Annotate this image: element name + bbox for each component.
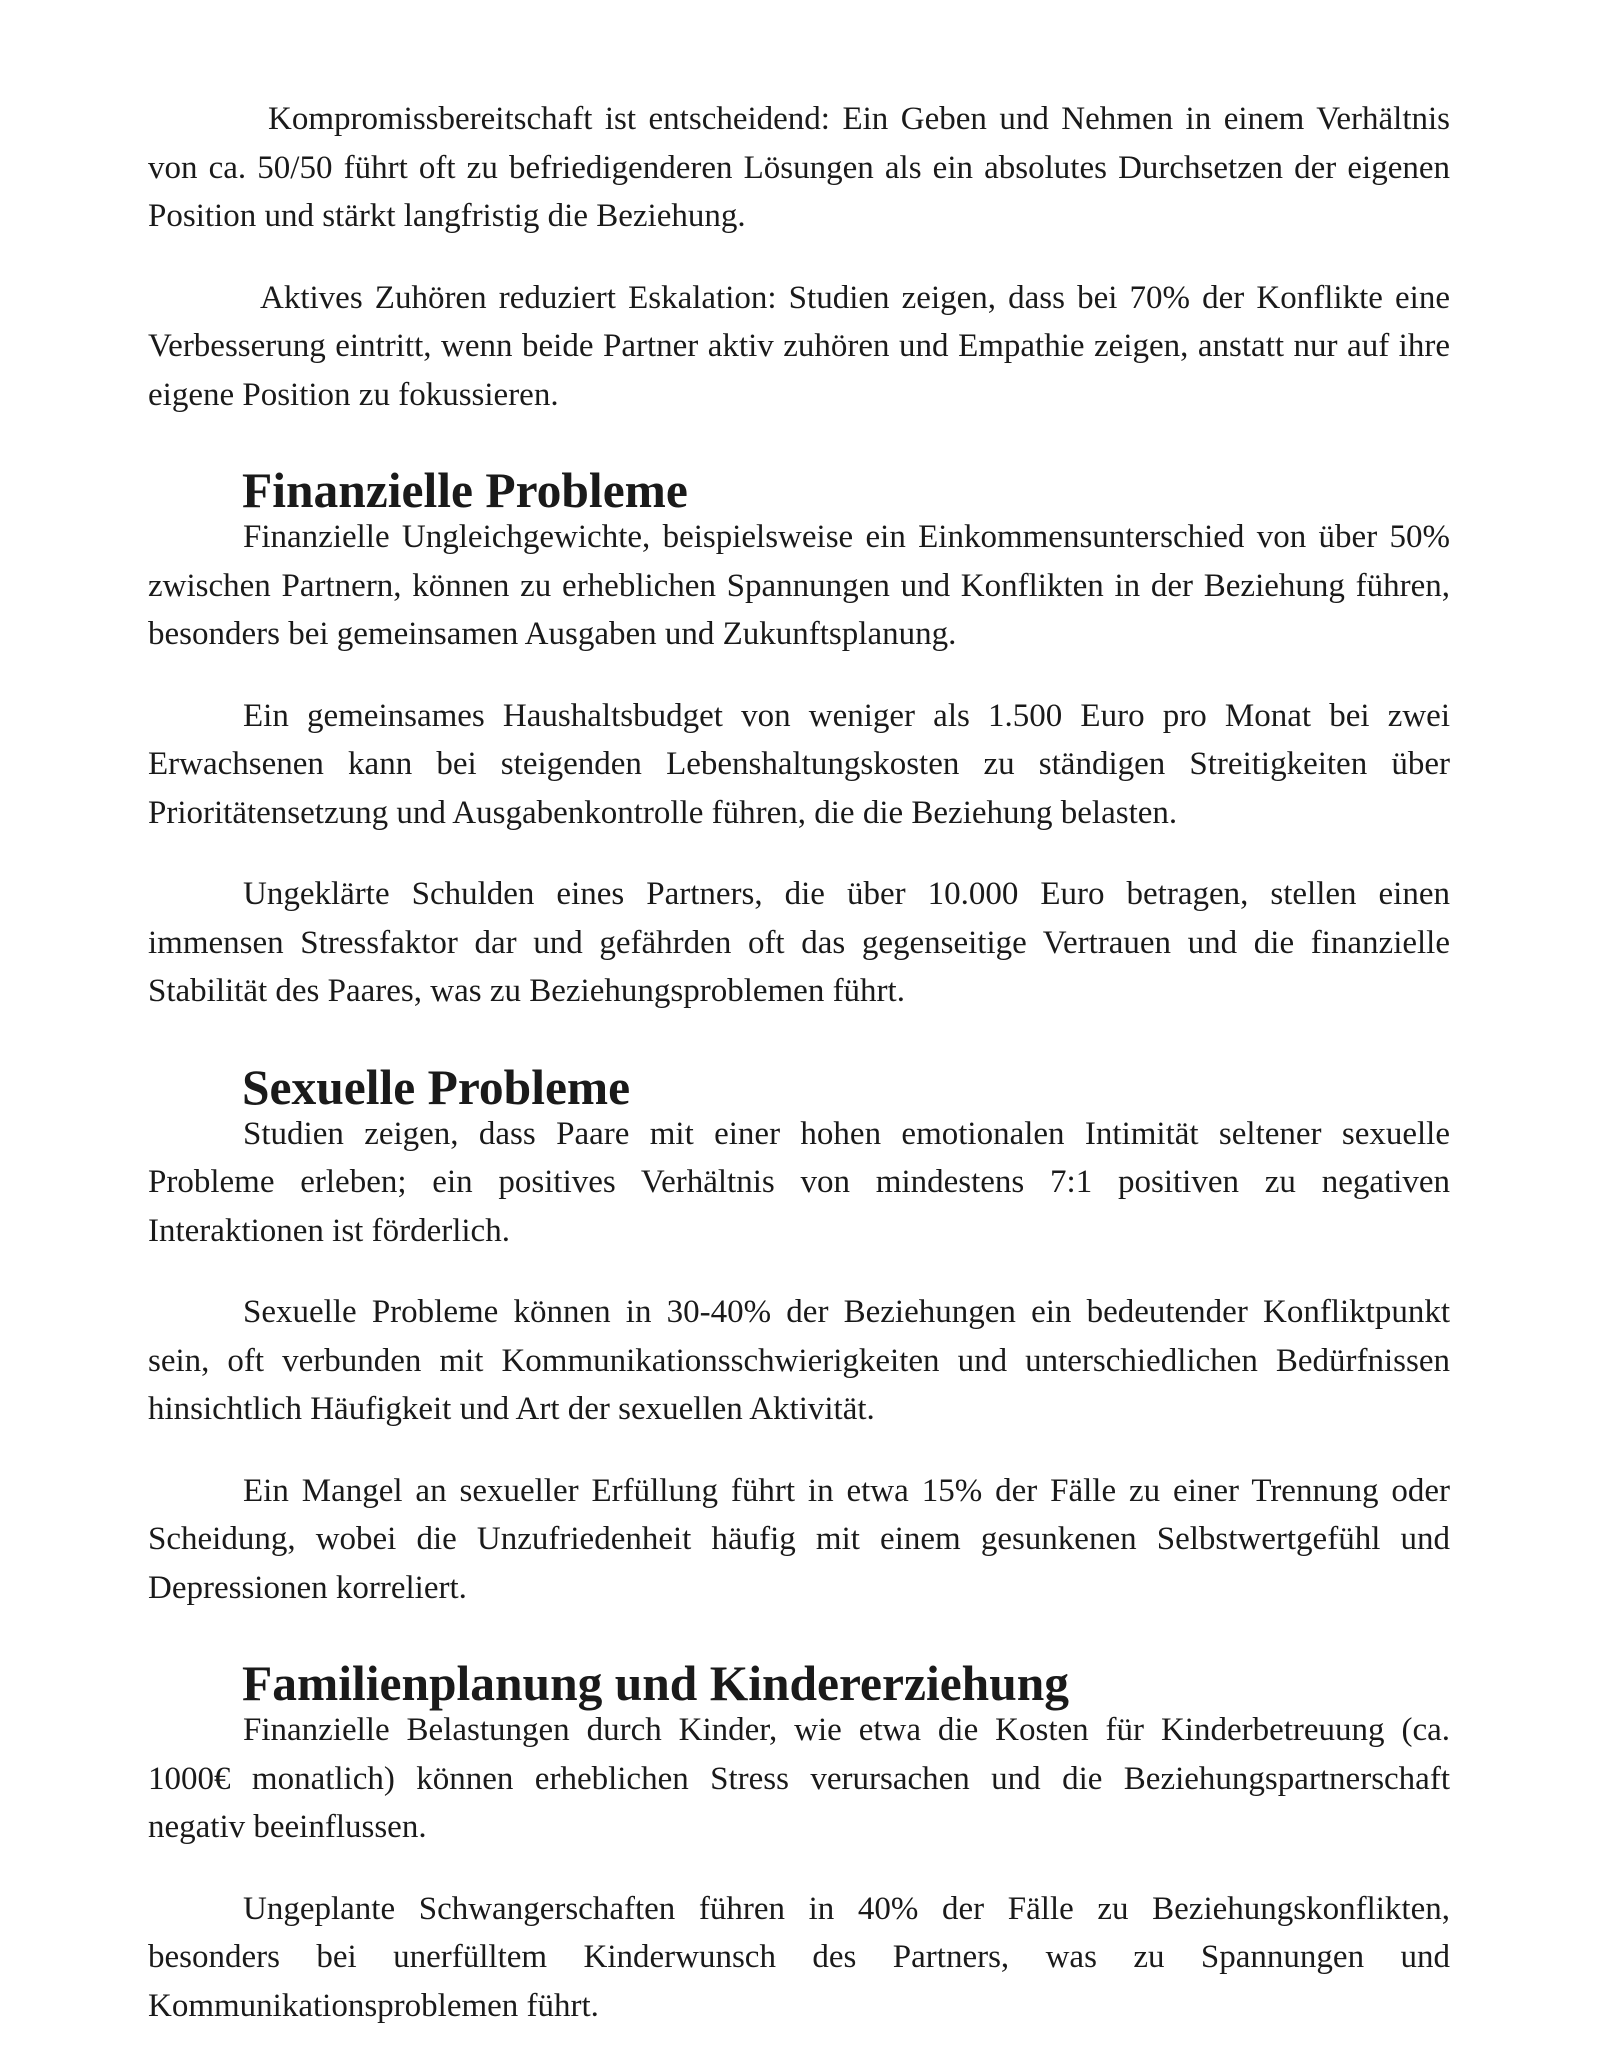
paragraph-active-listening: Aktives Zuhören reduziert Eskalation: Studien zeigen, dass bei 70% der Konflikte eine Verbesserung eintritt, wenn beide Partner aktiv zuhören und Empathie zeigen, anstatt nur auf ihre eigene Position zu fokussieren. [148,279,1450,413]
paragraph-fulfillment: Ein Mangel an sexueller Erfüllung führt in etwa 15% der Fälle zu einer Trennung oder Scheidung, wobei die Unzufriedenheit häufig mit einem gesunkenen Selbstwertgefühl und Depressionen korreliert. [148,1472,1450,1606]
paragraph-debts: Ungeklärte Schulden eines Partners, die über 10.000 Euro betragen, stellen einen immensen Stressfaktor dar und gefährden oft das gegenseitige Vertrauen und die finanzielle Stabilität des Paares, was zu Beziehungsproblemen führt. [148,876,1450,1009]
section-family [148,1656,1450,2030]
paragraph-unplanned-pregnancy: Ungeplante Schwangerschaften führen in 40% der Fälle zu Beziehungskonflikten, besonders bei unerfülltem Kinderwunsch des Partners, was zu Spannungen und Kommunikationsproblemen führt. [148,1890,1450,2024]
section-heading-sexual: Sexuelle Probleme [242,1059,631,1115]
section-heading-financial: Finanzielle Probleme [242,463,688,518]
section-financial [148,463,1450,1016]
section-sexual [148,1059,1450,1613]
paragraph-childcare-costs: Finanzielle Belastungen durch Kinder, wie etwa die Kosten für Kinderbetreuung (ca. 1000€ monatlich) können erheblichen Stress verursachen und die Beziehungspartnerschaft negativ beeinflussen. [148,1712,1450,1845]
paragraph-compromise: Kompromissbereitschaft ist entscheidend: Ein Geben und Nehmen in einem Verhältnis von ca. 50/50 führt oft zu befriedigenderen Lösungen als ein absolutes Durchsetzen der eigenen Position und stärkt langfristig die Beziehung. [148,101,1450,234]
paragraph-intimacy: Studien zeigen, dass Paare mit einer hohen emotionalen Intimität seltener sexuelle Probleme erleben; ein positives Verhältnis von mindestens 7:1 positiven zu negativen Interaktionen ist förderlich. [148,1115,1450,1249]
section-heading-family: Familienplanung und Kindererziehung [242,1656,1070,1711]
paragraph-household-budget: Ein gemeinsames Haushaltsbudget von weniger als 1.500 Euro pro Monat bei zwei Erwachsenen kann bei steigenden Lebenshaltungskosten zu ständigen Streitigkeiten über Prioritätensetzung und Ausgabenkontrolle führen, die die Beziehung belasten. [148,697,1450,831]
paragraph-financial-imbalance: Finanzielle Ungleichgewichte, beispielsweise ein Einkommensunterschied von über 50% zwischen Partnern, können zu erheblichen Spannungen und Konflikten in der Beziehung führen, besonders bei gemeinsamen Ausgaben und Zukunftsplanung. [148,519,1450,652]
document-page [148,95,1450,2063]
paragraph-conflict-point: Sexuelle Probleme können in 30-40% der Beziehungen ein bedeutender Konfliktpunkt sein, oft verbunden mit Kommunikationsschwierigkeiten und unterschiedlichen Bedürfnissen hinsichtlich Häufigkeit und Art der sexuellen Aktivität. [148,1294,1450,1427]
